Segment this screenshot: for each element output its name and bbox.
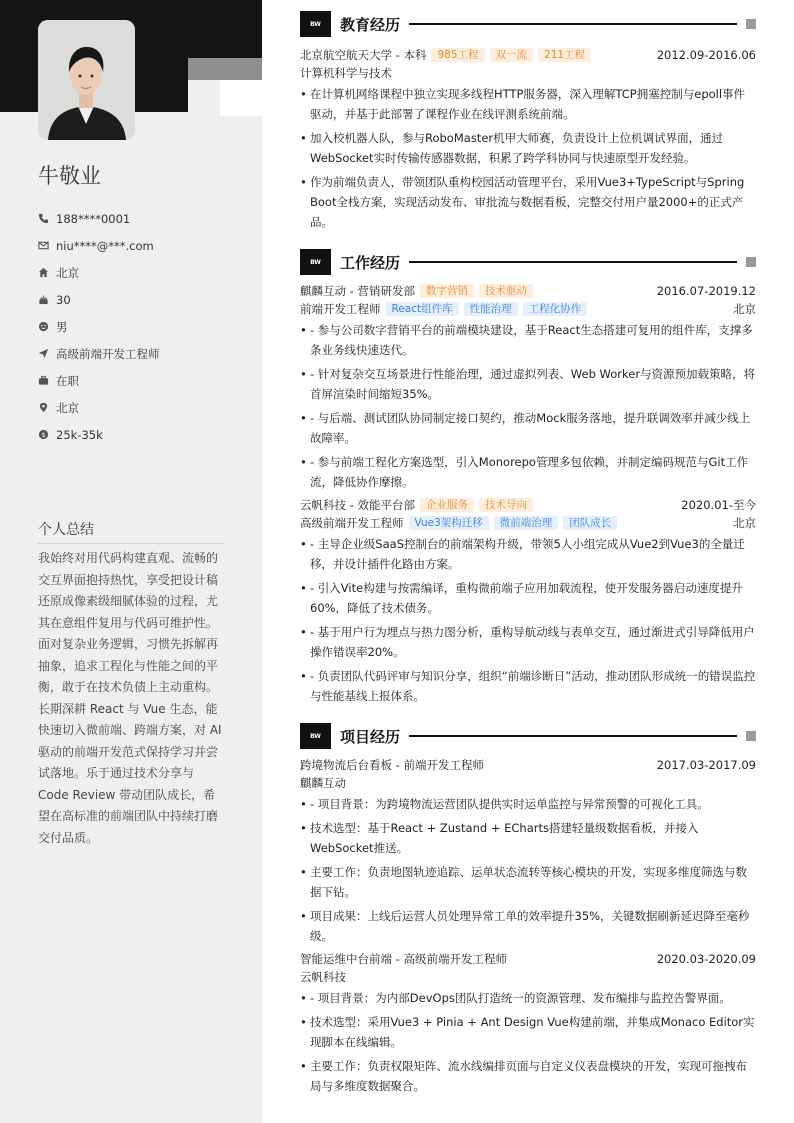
info-home	[38, 259, 238, 286]
list-item: • - 参与公司数字营销平台的前端模块建设，基于React生态搭建可复用的组件库，支撑多条业务线快速迭代。	[300, 320, 756, 360]
info-email-text: niu****@***.com	[56, 238, 154, 253]
project-company-line	[300, 774, 756, 792]
salary-icon	[38, 429, 49, 440]
project-header	[300, 950, 756, 968]
info-age	[38, 286, 238, 313]
school-tag: 985工程	[431, 48, 484, 62]
main-content	[300, 10, 756, 1100]
list-item: • - 项目背景：为内部DevOps团队打造统一的资源管理、发布编排与监控告警界面。	[300, 988, 756, 1008]
info-status-text: 在职	[56, 373, 79, 388]
project-bullets	[300, 988, 756, 1096]
info-phone	[38, 205, 238, 232]
job-date: 2016.07-2019.12	[656, 284, 756, 298]
job-city: 北京	[733, 516, 756, 530]
company-tag: 技术导向	[479, 498, 533, 512]
skill-tag: React组件库	[386, 302, 459, 316]
section-logo-icon: BW	[300, 723, 331, 749]
contact-info-list	[38, 205, 238, 448]
info-location	[38, 394, 238, 421]
work-title: 工作经历	[340, 253, 401, 272]
section-divider-line	[409, 261, 737, 263]
header-gray-block	[188, 58, 262, 80]
job-bullets	[300, 534, 756, 706]
info-salary	[38, 421, 238, 448]
briefcase-icon	[38, 375, 49, 386]
education-section-header	[300, 10, 756, 38]
section-logo-icon: BW	[300, 249, 331, 275]
section-logo-icon: BW	[300, 11, 331, 37]
info-position	[38, 340, 238, 367]
send-icon	[38, 348, 49, 359]
list-item: • - 引入Vite构建与按需编译，重构微前端子应用加载流程，使开发服务器启动速度提升60%，降低了技术债务。	[300, 578, 756, 618]
school-tag: 双一流	[490, 48, 534, 62]
project-header	[300, 756, 756, 774]
list-item: • - 主导企业级SaaS控制台的前端架构升级，带领5人小组完成从Vue2到Vue3的全量迁移，并设计插件化路由方案。	[300, 534, 756, 574]
list-item: • 加入校机器人队，参与RoboMaster机甲大师赛，负责设计上位机调试界面，通过WebSocket实时传输传感器数据，积累了跨学科协同与快速原型开发经验。	[300, 128, 756, 168]
skill-tag: 微前端治理	[494, 516, 559, 530]
project-company-line	[300, 968, 756, 986]
list-item: • - 与后端、测试团队协同制定接口契约，推动Mock服务落地，提升联调效率并减少线上故障率。	[300, 408, 756, 448]
project-company: 云帆科技	[300, 970, 346, 984]
education-entry-header	[300, 46, 756, 64]
section-divider-line	[409, 23, 737, 25]
project-name: 跨境物流后台看板 - 前端开发工程师	[300, 758, 484, 772]
company-tag: 技术驱动	[479, 284, 533, 298]
list-item: • - 针对复杂交互场景进行性能治理，通过虚拟列表、Web Worker与资源预加载策略，将首屏渲染时间缩短35%。	[300, 364, 756, 404]
list-item: • - 参与前端工程化方案选型，引入Monorepo管理多包依赖，并制定编码规范与Git工作流，降低协作摩擦。	[300, 452, 756, 492]
job-role-line	[300, 300, 756, 318]
info-phone-text: 188****0001	[56, 211, 131, 226]
list-item: • 在计算机网络课程中独立实现多线程HTTP服务器，深入理解TCP拥塞控制与epoll事件驱动，并基于此部署了课程作业在线评测系统前端。	[300, 84, 756, 124]
projects-section-header	[300, 722, 756, 750]
work-section-header	[300, 248, 756, 276]
info-gender	[38, 313, 238, 340]
job-city: 北京	[733, 302, 756, 316]
avatar-photo	[38, 20, 135, 140]
education-bullets	[300, 84, 756, 232]
avatar	[38, 20, 135, 140]
info-position-text: 高级前端开发工程师	[56, 346, 160, 361]
project-name: 智能运维中台前端 - 高级前端开发工程师	[300, 952, 507, 966]
project-company: 麒麟互动	[300, 776, 346, 790]
cake-icon	[38, 294, 49, 305]
education-date: 2012.09-2016.06	[656, 48, 756, 62]
major-text: 计算机科学与技术	[300, 66, 392, 80]
project-bullets	[300, 794, 756, 946]
info-status	[38, 367, 238, 394]
mail-icon	[38, 240, 49, 251]
svg-text:$: $	[41, 430, 46, 439]
info-age-text: 30	[56, 292, 71, 307]
location-icon	[38, 402, 49, 413]
project-date: 2017.03-2017.09	[656, 758, 756, 772]
list-item: • 主要工作：负责权限矩阵、流水线编排页面与自定义仪表盘模块的开发，实现可拖拽布局与多维度数据聚合。	[300, 1056, 756, 1096]
job-header	[300, 496, 756, 514]
skill-tag: Vue3架构迁移	[409, 516, 489, 530]
education-title: 教育经历	[340, 15, 401, 34]
job-role: 前端开发工程师	[300, 302, 381, 316]
header-white-block	[220, 80, 262, 116]
section-divider-line	[409, 735, 737, 737]
list-item: • 技术选型：采用Vue3 + Pinia + Ant Design Vue构建前端，并集成Monaco Editor实现脚本在线编辑。	[300, 1012, 756, 1052]
summary-text: 我始终对用代码构建直观、流畅的交互界面抱持热忱，享受把设计稿还原成像素级细腻体验的过程，尤其在意组件复用与代码可维护性。面对复杂业务逻辑，习惯先拆解再抽象，追求工程化与性能之间的平衡，敢于在技术负债上主动重构。长期深耕 React 与 Vue 生态，能快速切入微前端、跨端方案，对 AI 驱动的前端开发范式保持学习并尝试落地。乐于通过技术分享与 Code Review 带动团队成长，希望在高标准的前端团队中持续打磨交付品质。	[38, 551, 222, 845]
sidebar	[0, 0, 262, 1123]
info-location-text: 北京	[56, 400, 79, 415]
company-tag: 数字营销	[420, 284, 474, 298]
list-item: • 主要工作：负责地图轨迹追踪、运单状态流转等核心模块的开发，实现多维度筛选与数据下钻。	[300, 862, 756, 902]
job-date: 2020.01-至今	[681, 498, 756, 512]
school-name: 北京航空航天大学 - 本科	[300, 48, 427, 62]
list-item: • 技术选型：基于React + Zustand + ECharts搭建轻量级数据看板，并接入WebSocket推送。	[300, 818, 756, 858]
list-item: • - 基于用户行为埋点与热力图分析，重构导航动线与表单交互，通过渐进式引导降低用户操作错误率20%。	[300, 622, 756, 662]
face-icon	[38, 321, 49, 332]
job-role-line	[300, 514, 756, 532]
company-tag: 企业服务	[420, 498, 474, 512]
skill-tag: 性能治理	[464, 302, 518, 316]
home-icon	[38, 267, 49, 278]
person-name: 牛敬业	[38, 164, 101, 188]
info-home-text: 北京	[56, 265, 79, 280]
list-item: • 作为前端负责人，带领团队重构校园活动管理平台，采用Vue3+TypeScript与Spring Boot全栈方案，实现活动发布、审批流与数据看板，完整交付用户量2000+的正式产品。	[300, 172, 756, 232]
school-tag: 211工程	[538, 48, 591, 62]
job-company: 云帆科技 - 效能平台部	[300, 498, 415, 512]
skill-tag: 团队成长	[563, 516, 617, 530]
skill-tag: 工程化协作	[523, 302, 588, 316]
summary-title: 个人总结	[38, 519, 224, 544]
list-item: • - 负责团队代码评审与知识分享，组织“前端诊断日”活动，推动团队形成统一的错误监控与性能基线上报体系。	[300, 666, 756, 706]
projects-title: 项目经历	[340, 727, 401, 746]
job-header	[300, 282, 756, 300]
list-item: • - 项目背景：为跨境物流运营团队提供实时运单监控与异常预警的可视化工具。	[300, 794, 756, 814]
info-gender-text: 男	[56, 319, 68, 334]
education-major	[300, 64, 756, 82]
phone-icon	[38, 213, 49, 224]
section-square-marker	[746, 731, 756, 741]
project-date: 2020.03-2020.09	[656, 952, 756, 966]
info-email	[38, 232, 238, 259]
job-bullets	[300, 320, 756, 492]
info-salary-text: 25k-35k	[56, 427, 103, 442]
job-role: 高级前端开发工程师	[300, 516, 404, 530]
section-square-marker	[746, 257, 756, 267]
list-item: • 项目成果：上线后运营人员处理异常工单的效率提升35%，关键数据刷新延迟降至毫秒级。	[300, 906, 756, 946]
section-square-marker	[746, 19, 756, 29]
job-company: 麒麟互动 - 营销研发部	[300, 284, 415, 298]
